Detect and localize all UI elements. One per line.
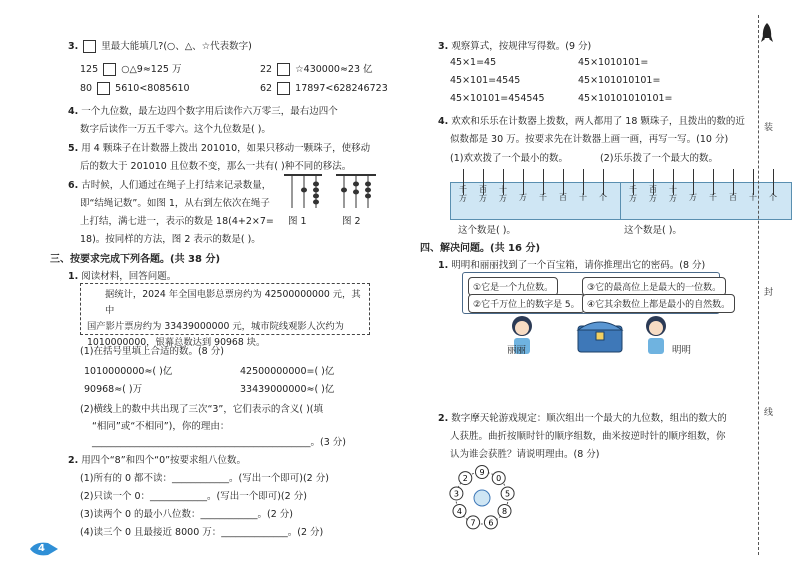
abacus-col-label: 千 <box>539 193 547 202</box>
material-line-3: 1010000000，银幕总数达到 90968 块。 <box>87 337 266 348</box>
binding-line <box>758 15 759 555</box>
q3-item-1 <box>80 61 181 76</box>
q3-item-prefix: 62 <box>260 83 273 94</box>
left-q3-line <box>68 38 252 53</box>
abacus-rod <box>753 169 754 195</box>
q3-item-prefix: 80 <box>80 83 93 94</box>
girl-label: 丽丽 <box>507 345 527 356</box>
abacus-rod <box>543 169 544 195</box>
q3-item-prefix: 125 <box>80 64 99 75</box>
q4-line1 <box>68 103 338 117</box>
abacus-1[interactable] <box>450 182 622 220</box>
answer-box[interactable] <box>83 40 96 53</box>
eq-1: 45×1=45 <box>450 57 497 68</box>
s3-q2-title <box>68 452 246 466</box>
wheel-digit: 0 <box>496 474 502 484</box>
answer-box[interactable] <box>97 82 110 95</box>
r-q4-text: 欢欢和乐乐在计数器上拨数，两人都用了 18 颗珠子，且拨出的数的近 <box>451 116 745 127</box>
answer-box[interactable] <box>277 63 290 76</box>
q3-item-prefix: 22 <box>260 64 273 75</box>
abacus-rod <box>773 169 774 195</box>
abacus-2-answer[interactable]: 这个数是( )。 <box>624 225 682 236</box>
fill-c[interactable]: 90968≈( )万 <box>84 384 143 395</box>
q4-text: 一个九位数，最左边四个数字用后读作六万零三，最右边四个 <box>81 106 338 117</box>
abacus-col-label: 十万 <box>499 185 507 203</box>
rocket-icon <box>760 22 774 44</box>
abacus-col-label: 个 <box>599 193 607 202</box>
fill-d[interactable]: 33439000000≈( )亿 <box>240 384 335 395</box>
wheel-digit: 2 <box>462 474 468 484</box>
q6-line2: 即“结绳记数”。如图 1，从右到左依次在绳子 <box>80 198 270 209</box>
section-4-heading: 四、解决问题。(共 16 分) <box>420 243 541 254</box>
r-q3-number: 3. <box>438 41 449 52</box>
boy-figure <box>646 316 666 354</box>
hint-4: ④它其余数位上都是最小的自然数。 <box>582 294 735 313</box>
s3-q1-number: 1. <box>68 271 79 282</box>
r-p2-line2: 人获胜。曲折按顺时针的顺序组数，曲米按逆时针的顺序组数，你 <box>450 431 726 442</box>
abacus-col-label: 百万 <box>649 185 657 203</box>
abacus-rod <box>693 169 694 195</box>
q4-line2: 数字后读作一万五千零六。这个九位数是( )。 <box>80 124 271 135</box>
abacus-col-label: 十 <box>579 193 587 202</box>
reading-material <box>80 283 370 348</box>
knot-figure-2 <box>336 175 376 208</box>
r-p1-title <box>438 257 705 271</box>
q6-text: 古时候，人们通过在绳子上打结来记录数量， <box>81 180 272 191</box>
q3-item-suffix: ☆430000≈23 亿 <box>295 64 373 75</box>
abacus-1-answer[interactable]: 这个数是( )。 <box>458 225 516 236</box>
side-text-xian: 线 <box>764 408 774 418</box>
abacus-col-label: 百 <box>729 193 737 202</box>
q3-item-suffix: 5610<8085610 <box>115 83 190 94</box>
s3-q1-text: 阅读材料，回答问题。 <box>81 271 177 282</box>
s3-q2-number: 2. <box>68 455 79 466</box>
s3-q2-r3[interactable]: (3)读两个 0 的最小八位数：____________。(2 分) <box>80 509 294 520</box>
boy-label: 明明 <box>672 345 692 356</box>
answer-box[interactable] <box>103 63 116 76</box>
q3-item-2 <box>260 61 373 76</box>
abacus-2[interactable] <box>620 182 792 220</box>
abacus-rod <box>733 169 734 195</box>
abacus-rod <box>583 169 584 195</box>
abacus-rod <box>563 169 564 195</box>
number-wheel <box>446 462 518 534</box>
r-q4-number: 4. <box>438 116 449 127</box>
eq-3: 45×101=4545 <box>450 75 521 86</box>
answer-box[interactable] <box>277 82 290 95</box>
material-line-2: 国产影片票房约为 33439000000 元，城市院线观影人次约为 <box>87 321 344 332</box>
q5-line2: 后的数大于 201010 且位数不变，那么一共有( )种不同的移法。 <box>80 161 352 172</box>
page-number: 4 <box>38 543 45 554</box>
s3-q1-title <box>68 268 176 282</box>
r-p2-line1 <box>438 410 727 424</box>
fill-b[interactable]: 42500000000=( )亿 <box>240 366 335 377</box>
abacus-col-label: 千 <box>709 193 717 202</box>
abacus-rod <box>713 169 714 195</box>
r-q4-s2: (2)乐乐拨了一个最大的数。 <box>600 153 718 164</box>
knot-figure-1 <box>284 175 322 208</box>
abacus-col-label: 十万 <box>669 185 677 203</box>
abacus-col-label: 万 <box>519 193 527 202</box>
abacus-rod <box>603 169 604 195</box>
wheel-digit: 6 <box>488 518 494 528</box>
q5-text: 用 4 颗珠子在计数器上拨出 201010，如果只移动一颗珠子，使移动 <box>81 143 371 154</box>
eq-4[interactable]: 45×101010101= <box>578 75 661 86</box>
s3-q1-part2c[interactable]: ______________________________________________。(3 分) <box>92 437 346 448</box>
eq-6[interactable]: 45×10101010101= <box>578 93 673 104</box>
hint-1: ①它是一个九位数。 <box>468 277 558 296</box>
q5-line1 <box>68 140 370 154</box>
s3-q1-part1: (1)在括号里填上合适的数。(8 分) <box>80 346 224 357</box>
abacus-col-label: 千万 <box>459 185 467 203</box>
q3-item-3 <box>80 82 190 95</box>
r-p2-line3: 认为谁会获胜？请说明理由。(8 分) <box>450 449 600 460</box>
q6-number: 6. <box>68 180 79 191</box>
s3-q1-part2: (2)横线上的数中共出现了三次“3”，它们表示的含义( )(填 <box>80 404 323 415</box>
wheel-digit: 8 <box>501 507 508 516</box>
r-q4-line1 <box>438 113 745 127</box>
q4-number: 4. <box>68 106 79 117</box>
abacus-col-label: 千万 <box>629 185 637 203</box>
q3-item-4 <box>260 82 388 95</box>
eq-2[interactable]: 45×1010101= <box>578 57 649 68</box>
q3-text: 里最大能填几?(○、△、☆代表数字) <box>101 41 252 52</box>
s3-q2-r4[interactable]: (4)读三个 0 且最接近 8000 万：______________。(2 分) <box>80 527 324 538</box>
s3-q2-text: 用四个“8”和四个“0”按要求组八位数。 <box>81 455 247 466</box>
q6-line1 <box>68 177 271 191</box>
s3-q2-r2[interactable]: (2)只读一个 0：____________。(写出一个即可)(2 分) <box>80 491 307 502</box>
abacus-rod <box>523 169 524 195</box>
treasure-chest-icon <box>578 322 622 352</box>
abacus-col-label: 个 <box>769 193 777 202</box>
r-q4-line2: 似数都是 30 万。按要求先在计数器上画一画，再写一写。(10 分) <box>450 134 729 145</box>
wheel-digit: 3 <box>453 489 459 499</box>
hint-2: ②它千万位上的数字是 5。 <box>468 294 585 313</box>
s3-q1-part2b: “相同”或“不相同”)，你的理由： <box>92 421 230 432</box>
fig1-label: 图 1 <box>288 216 307 227</box>
abacus-col-label: 百万 <box>479 185 487 203</box>
treasure-scene <box>500 312 700 357</box>
wheel-digit: 4 <box>456 507 463 516</box>
eq-5: 45×10101=454545 <box>450 93 545 104</box>
r-p2-number: 2. <box>438 413 449 424</box>
abacus-col-label: 百 <box>559 193 567 202</box>
r-p1-text: 明明和丽丽找到了一个百宝箱，请你推理出它的密码。(8 分) <box>451 260 706 271</box>
q3-number: 3. <box>68 41 79 52</box>
hint-3: ③它的最高位上是最大的一位数。 <box>582 277 726 296</box>
r-p2-text: 数字摩天轮游戏规定：顺次组出一个最大的九位数，组出的数大的 <box>451 413 727 424</box>
r-q3-title <box>438 38 591 52</box>
side-text-feng: 封 <box>764 288 774 298</box>
s3-q2-r1[interactable]: (1)所有的 0 都不读：____________。(写出一个即可)(2 分) <box>80 473 329 484</box>
section-3-heading: 三、按要求完成下列各题。(共 38 分) <box>50 254 221 265</box>
q3-item-suffix: ○△9≈125 万 <box>121 64 182 75</box>
r-q3-text: 观察算式，按规律写得数。(9 分) <box>451 41 592 52</box>
material-line-1: 据统计，2024 年全国电影总票房约为 42500000000 元，其中 <box>105 289 361 316</box>
wheel-digit: 7 <box>470 518 476 528</box>
r-q4-s1: (1)欢欢拨了一个最小的数。 <box>450 153 568 164</box>
q6-line3: 上打结，满七进一，表示的数是 18(4+2×7= <box>80 216 274 227</box>
wheel-digit: 9 <box>479 468 485 477</box>
abacus-col-label: 万 <box>689 193 697 202</box>
q6-line4: 18)。按同样的方法，图 2 表示的数是( )。 <box>80 234 261 245</box>
side-text-zhuang: 装 <box>764 123 774 133</box>
wheel-digit: 5 <box>505 489 511 499</box>
fill-a[interactable]: 1010000000≈( )亿 <box>84 366 173 377</box>
fig2-label: 图 2 <box>342 216 361 227</box>
q3-item-suffix: 17897<628246723 <box>295 83 388 94</box>
abacus-col-label: 十 <box>749 193 757 202</box>
q5-number: 5. <box>68 143 79 154</box>
r-p1-number: 1. <box>438 260 449 271</box>
